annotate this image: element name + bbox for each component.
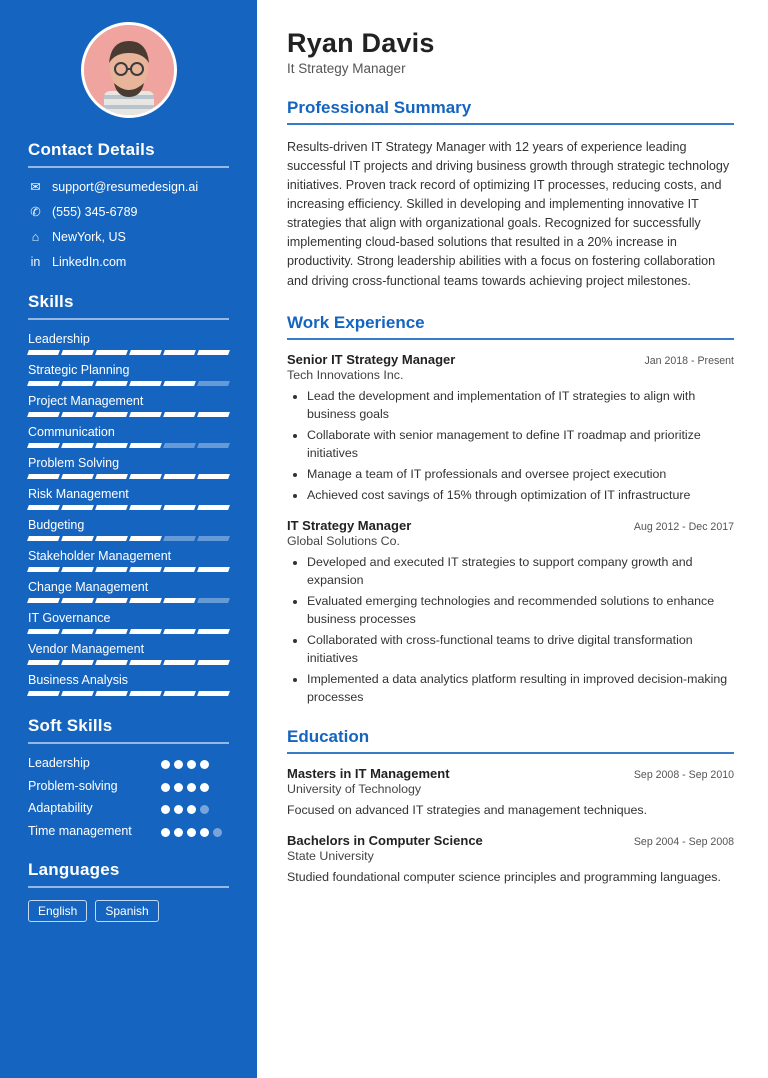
section-education bbox=[287, 727, 734, 888]
skill-segment bbox=[163, 567, 196, 572]
skill-segment bbox=[129, 691, 162, 696]
skill-segment bbox=[27, 474, 60, 479]
contact-item-linkedin[interactable] bbox=[28, 255, 229, 270]
skill-segment bbox=[163, 505, 196, 510]
avatar-photo-icon bbox=[84, 25, 174, 115]
skill-segment bbox=[129, 660, 162, 665]
education-title: Masters in IT Management bbox=[287, 765, 450, 781]
skill-segment bbox=[27, 598, 60, 603]
skill-item bbox=[28, 611, 229, 634]
education-header bbox=[287, 766, 734, 781]
skill-segment bbox=[61, 598, 94, 603]
soft-skill-name: Leadership bbox=[28, 756, 90, 770]
soft-skill-item bbox=[28, 824, 229, 840]
experience-bullets bbox=[287, 554, 734, 707]
skill-level-bar bbox=[28, 567, 229, 572]
rating-dot bbox=[161, 805, 170, 814]
skill-level-bar bbox=[28, 536, 229, 541]
skill-level-bar bbox=[28, 350, 229, 355]
skill-segment bbox=[95, 381, 128, 386]
skill-segment bbox=[163, 691, 196, 696]
rating-dot bbox=[200, 783, 209, 792]
rating-dot bbox=[200, 805, 209, 814]
skill-item bbox=[28, 487, 229, 510]
skill-item bbox=[28, 642, 229, 665]
skill-segment bbox=[197, 567, 230, 572]
skill-segment bbox=[95, 350, 128, 355]
main-content bbox=[257, 0, 768, 1078]
skills-list bbox=[28, 332, 229, 696]
language-tag: Spanish bbox=[95, 900, 158, 922]
rating-dot bbox=[187, 760, 196, 769]
skill-segment bbox=[27, 505, 60, 510]
skill-segment bbox=[95, 536, 128, 541]
rating-dot bbox=[161, 828, 170, 837]
contact-divider bbox=[28, 166, 229, 168]
experience-date: Jan 2018 - Present bbox=[644, 354, 734, 367]
skill-level-bar bbox=[28, 598, 229, 603]
experience-organization: Global Solutions Co. bbox=[287, 533, 400, 548]
experience-header bbox=[287, 518, 734, 533]
skill-segment bbox=[197, 536, 230, 541]
soft-skills-heading: Soft Skills bbox=[28, 716, 113, 735]
section-work-experience bbox=[287, 313, 734, 707]
skill-segment bbox=[197, 412, 230, 417]
skill-segment bbox=[61, 412, 94, 417]
experience-bullets bbox=[287, 388, 734, 505]
rating-dot bbox=[174, 805, 183, 814]
summary-divider bbox=[287, 123, 734, 125]
skill-level-bar bbox=[28, 660, 229, 665]
rating-dot bbox=[200, 760, 209, 769]
list-item: • Implemented a data analytics platform resulting in improved decision-making processes bbox=[307, 671, 734, 707]
skill-segment bbox=[197, 660, 230, 665]
skill-segment bbox=[197, 691, 230, 696]
skill-level-bar bbox=[28, 443, 229, 448]
skill-segment bbox=[197, 474, 230, 479]
rating-dot bbox=[187, 783, 196, 792]
home-icon: ⌂ bbox=[31, 230, 40, 244]
soft-skill-name: Time management bbox=[28, 823, 132, 838]
skill-segment bbox=[95, 474, 128, 479]
contact-value-location: NewYork, US bbox=[52, 230, 126, 244]
skill-name: Risk Management bbox=[28, 487, 129, 501]
soft-skill-item bbox=[28, 779, 229, 795]
skill-segment bbox=[61, 629, 94, 634]
skill-segment bbox=[129, 505, 162, 510]
skill-name: Change Management bbox=[28, 580, 149, 594]
skill-segment bbox=[27, 567, 60, 572]
education-divider bbox=[287, 752, 734, 754]
skill-segment bbox=[95, 412, 128, 417]
education-description: Focused on advanced IT strategies and management techniques. bbox=[287, 802, 648, 817]
skill-segment bbox=[197, 350, 230, 355]
skill-segment bbox=[163, 474, 196, 479]
skill-segment bbox=[61, 505, 94, 510]
skill-level-bar bbox=[28, 412, 229, 417]
contact-item-email[interactable] bbox=[28, 180, 229, 195]
skill-item bbox=[28, 456, 229, 479]
skill-name: Communication bbox=[28, 425, 115, 439]
rating-dot bbox=[174, 760, 183, 769]
soft-skill-item bbox=[28, 801, 229, 817]
education-heading: Education bbox=[287, 726, 370, 746]
list-item: • Evaluated emerging technologies and recommended solutions to enhance business processes bbox=[307, 593, 734, 629]
skill-name: Strategic Planning bbox=[28, 363, 130, 377]
page-title: Ryan Davis bbox=[287, 28, 435, 58]
skill-segment bbox=[197, 443, 230, 448]
education-title: Bachelors in Computer Science bbox=[287, 833, 483, 849]
education-institution: University of Technology bbox=[287, 781, 422, 796]
skill-level-bar bbox=[28, 381, 229, 386]
skill-segment bbox=[163, 350, 196, 355]
experience-title: Senior IT Strategy Manager bbox=[287, 351, 456, 367]
contact-item-phone[interactable] bbox=[28, 205, 229, 220]
work-experience-heading: Work Experience bbox=[287, 312, 425, 332]
skill-item bbox=[28, 549, 229, 572]
contact-list bbox=[28, 180, 229, 270]
skill-segment bbox=[129, 350, 162, 355]
skill-segment bbox=[163, 536, 196, 541]
skill-name: Leadership bbox=[28, 332, 90, 346]
list-item: • Manage a team of IT professionals and oversee project execution bbox=[307, 466, 734, 484]
avatar bbox=[81, 22, 177, 118]
skill-item bbox=[28, 332, 229, 355]
professional-summary-heading: Professional Summary bbox=[287, 98, 472, 117]
skill-segment bbox=[129, 381, 162, 386]
education-entry bbox=[287, 833, 734, 887]
experience-organization: Tech Innovations Inc. bbox=[287, 367, 404, 382]
skill-segment bbox=[95, 505, 128, 510]
education-header bbox=[287, 833, 734, 848]
rating-dot bbox=[174, 783, 183, 792]
skill-segment bbox=[163, 443, 196, 448]
skill-segment bbox=[129, 412, 162, 417]
skill-segment bbox=[197, 598, 230, 603]
skill-segment bbox=[27, 350, 60, 355]
skill-segment bbox=[61, 443, 94, 448]
rating-dot bbox=[187, 805, 196, 814]
skill-segment bbox=[95, 567, 128, 572]
job-role-subtitle: It Strategy Manager bbox=[287, 61, 406, 76]
skill-segment bbox=[95, 443, 128, 448]
skill-item bbox=[28, 673, 229, 696]
soft-skills-divider bbox=[28, 742, 229, 744]
skill-segment bbox=[129, 629, 162, 634]
skill-segment bbox=[95, 629, 128, 634]
skill-segment bbox=[197, 381, 230, 386]
rating-dot bbox=[161, 783, 170, 792]
skill-item bbox=[28, 363, 229, 386]
skill-segment bbox=[129, 536, 162, 541]
contact-value-phone: (555) 345-6789 bbox=[52, 205, 138, 219]
skill-item bbox=[28, 425, 229, 448]
soft-skill-name: Problem-solving bbox=[28, 778, 118, 793]
linkedin-icon: in bbox=[30, 255, 41, 269]
skill-segment bbox=[61, 381, 94, 386]
skill-segment bbox=[163, 660, 196, 665]
language-tag: English bbox=[28, 900, 87, 922]
soft-skill-name: Adaptability bbox=[28, 801, 93, 816]
skill-segment bbox=[197, 505, 230, 510]
skill-segment bbox=[27, 381, 60, 386]
professional-summary-text: Results-driven IT Strategy Manager with 12 years of experience leading successful IT projects and driving business growth through strategic technology initiatives. Proven track record of optimizing IT processes, reducing costs, and increasing efficiency. Skilled in developing and implementing innovative IT strategies that align with organizational goals. Recognized for successfully implementing cloud-based solutions that resulted in a 20% increase in productivity. Strong leadership abilities with a focus on fostering collaboration and driving cross-functional teams towards achieving project milestones. bbox=[287, 139, 730, 288]
skill-segment bbox=[129, 443, 162, 448]
skill-segment bbox=[163, 598, 196, 603]
envelope-icon: ✉ bbox=[30, 180, 41, 194]
skill-segment bbox=[163, 412, 196, 417]
experience-date: Aug 2012 - Dec 2017 bbox=[633, 520, 734, 533]
skill-segment bbox=[197, 629, 230, 634]
skill-segment bbox=[27, 536, 60, 541]
education-date: Sep 2004 - Sep 2008 bbox=[633, 836, 734, 849]
skill-segment bbox=[27, 412, 60, 417]
skills-divider bbox=[28, 318, 229, 320]
contact-value-linkedin: LinkedIn.com bbox=[52, 255, 127, 269]
education-date: Sep 2008 - Sep 2010 bbox=[633, 768, 734, 781]
skill-level-bar bbox=[28, 474, 229, 479]
list-item: • Lead the development and implementation of IT strategies to align with business goals bbox=[307, 388, 734, 424]
education-list bbox=[287, 766, 734, 888]
rating-dot bbox=[200, 828, 209, 837]
soft-skill-rating bbox=[161, 779, 229, 792]
skill-segment bbox=[129, 474, 162, 479]
avatar-container bbox=[28, 22, 229, 118]
skill-segment bbox=[61, 691, 94, 696]
skill-segment bbox=[95, 691, 128, 696]
list-item: • Developed and executed IT strategies to support company growth and expansion bbox=[307, 554, 734, 590]
skill-segment bbox=[95, 598, 128, 603]
skill-name: Budgeting bbox=[28, 518, 85, 532]
skill-level-bar bbox=[28, 629, 229, 634]
skill-segment bbox=[61, 536, 94, 541]
soft-skill-item bbox=[28, 756, 229, 772]
soft-skill-rating bbox=[161, 756, 229, 769]
skill-item bbox=[28, 580, 229, 603]
education-entry bbox=[287, 766, 734, 820]
skill-segment bbox=[61, 474, 94, 479]
skill-level-bar bbox=[28, 691, 229, 696]
skill-name: IT Governance bbox=[28, 611, 111, 625]
skill-segment bbox=[27, 660, 60, 665]
skill-segment bbox=[61, 567, 94, 572]
soft-skill-rating bbox=[161, 801, 229, 814]
skill-name: Problem Solving bbox=[28, 456, 120, 470]
skill-name: Stakeholder Management bbox=[28, 549, 172, 563]
sidebar bbox=[0, 0, 257, 1078]
skill-segment bbox=[129, 598, 162, 603]
languages-list bbox=[28, 900, 229, 922]
skill-segment bbox=[61, 660, 94, 665]
contact-item-location bbox=[28, 230, 229, 245]
education-institution: State University bbox=[287, 849, 374, 864]
contact-value-email: support@resumedesign.ai bbox=[52, 180, 199, 194]
skill-item bbox=[28, 518, 229, 541]
rating-dot bbox=[187, 828, 196, 837]
rating-dot bbox=[213, 828, 222, 837]
skills-heading: Skills bbox=[28, 292, 74, 311]
experience-divider bbox=[287, 338, 734, 340]
languages-heading: Languages bbox=[28, 859, 120, 879]
skill-segment bbox=[163, 629, 196, 634]
skill-name: Business Analysis bbox=[28, 673, 129, 687]
experience-entry bbox=[287, 352, 734, 505]
list-item: • Collaborate with senior management to define IT roadmap and prioritize initiatives bbox=[307, 427, 734, 463]
skill-segment bbox=[27, 629, 60, 634]
list-item: • Collaborated with cross-functional teams to drive digital transformation initiatives bbox=[307, 632, 734, 668]
experience-header bbox=[287, 352, 734, 367]
experience-list bbox=[287, 352, 734, 707]
skill-item bbox=[28, 394, 229, 417]
skill-name: Vendor Management bbox=[28, 642, 145, 656]
contact-details-heading: Contact Details bbox=[28, 140, 155, 159]
skill-segment bbox=[61, 350, 94, 355]
skill-segment bbox=[129, 567, 162, 572]
phone-icon: ✆ bbox=[30, 205, 41, 219]
soft-skills-list bbox=[28, 756, 229, 840]
rating-dot bbox=[161, 760, 170, 769]
skill-segment bbox=[27, 691, 60, 696]
education-description: Studied foundational computer science principles and programming languages. bbox=[287, 870, 721, 885]
skill-name: Project Management bbox=[28, 394, 144, 408]
list-item: • Achieved cost savings of 15% through optimization of IT infrastructure bbox=[307, 487, 734, 505]
rating-dot bbox=[174, 828, 183, 837]
skill-segment bbox=[163, 381, 196, 386]
skill-level-bar bbox=[28, 505, 229, 510]
skill-segment bbox=[27, 443, 60, 448]
experience-entry bbox=[287, 518, 734, 707]
experience-title: IT Strategy Manager bbox=[287, 517, 412, 533]
languages-divider bbox=[28, 886, 229, 888]
section-professional-summary bbox=[287, 98, 734, 291]
soft-skill-rating bbox=[161, 824, 229, 837]
skill-segment bbox=[95, 660, 128, 665]
